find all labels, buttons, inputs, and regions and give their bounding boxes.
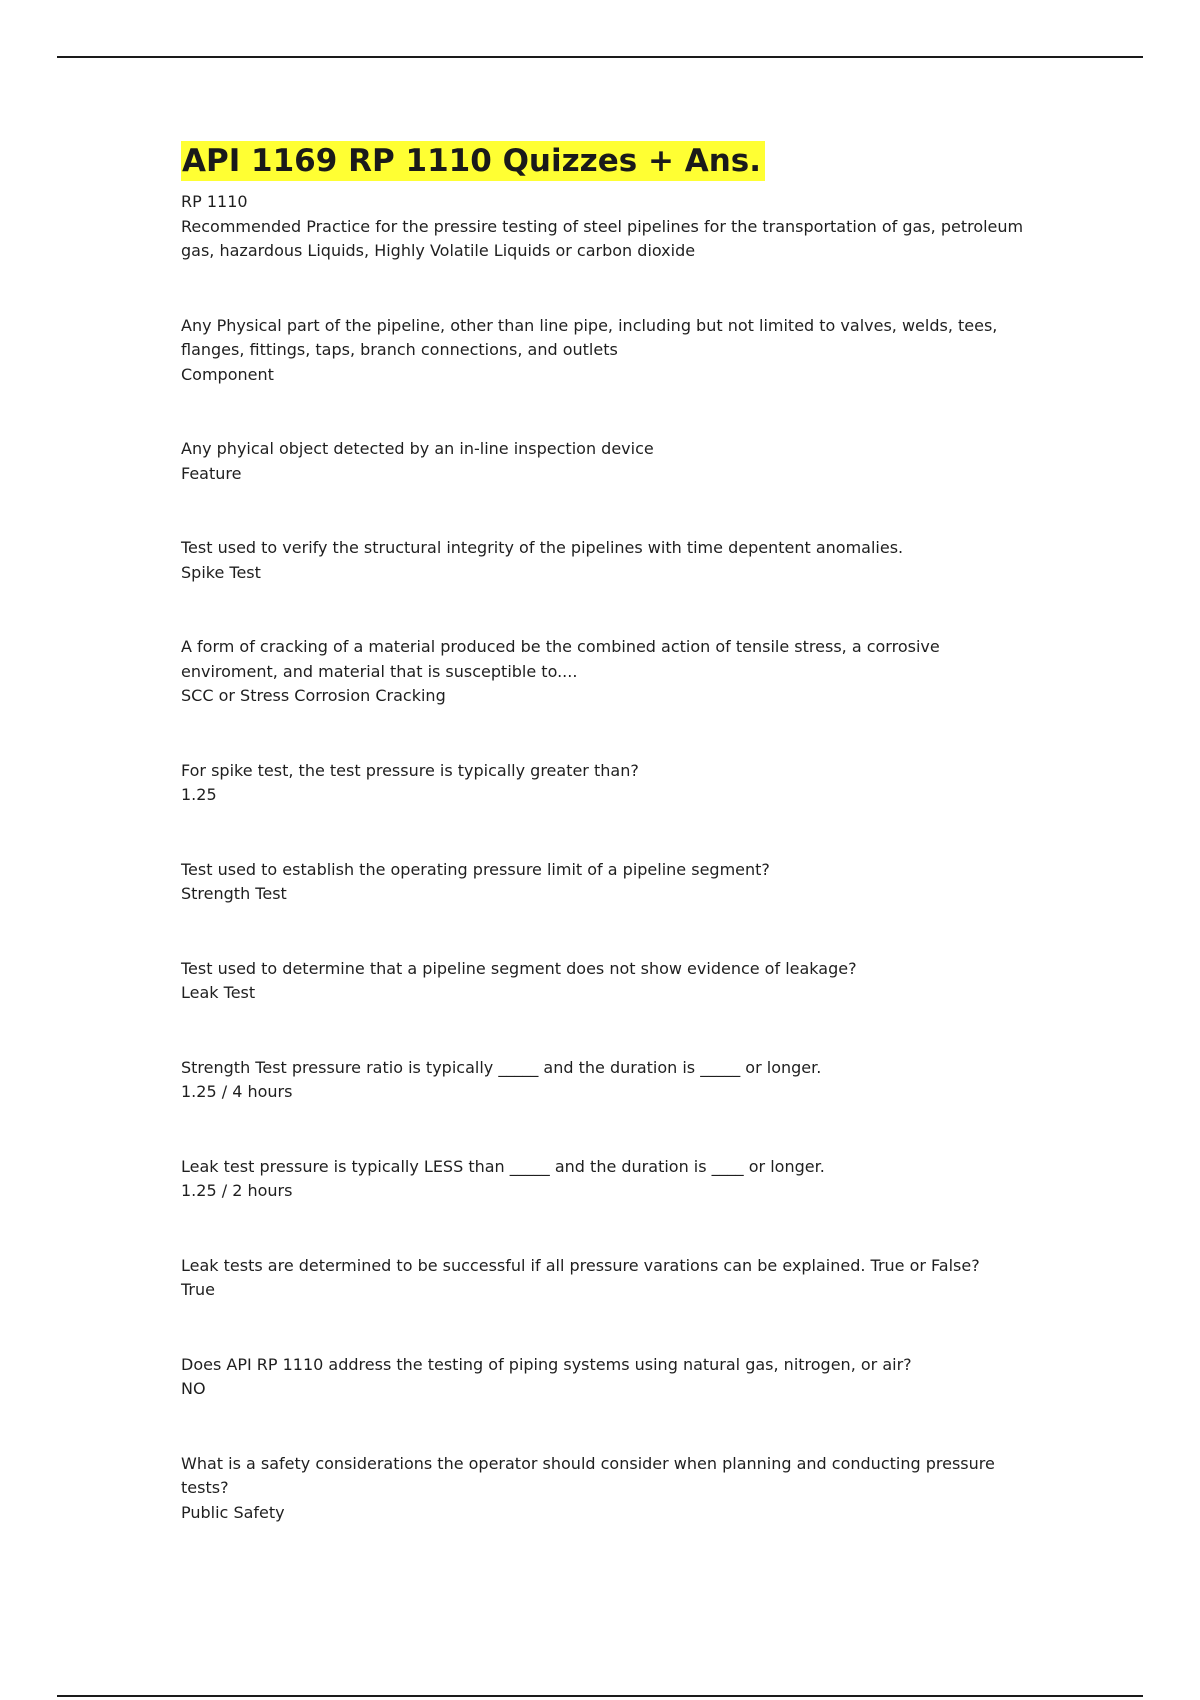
qa-answer: NO bbox=[181, 1379, 206, 1398]
qa-question: Strength Test pressure ratio is typically _____ and the duration is _____ or longer. bbox=[181, 1057, 822, 1077]
qa-item bbox=[181, 1452, 1031, 1526]
qa-answer: 1.25 / 4 hours bbox=[181, 1082, 293, 1101]
qa-answer: Component bbox=[181, 364, 274, 384]
qa-item bbox=[181, 314, 1031, 388]
header-rule bbox=[57, 56, 1143, 58]
qa-question: Test used to determine that a pipeline segment does not show evidence of leakage? bbox=[181, 958, 857, 978]
qa-question: Any phyical object detected by an in-line inspection device bbox=[181, 439, 654, 458]
qa-question: Does API RP 1110 address the testing of piping systems using natural gas, nitrogen, or air? bbox=[181, 1354, 912, 1374]
qa-answer: True bbox=[181, 1280, 215, 1299]
title-block bbox=[181, 141, 1031, 188]
qa-item bbox=[181, 1254, 1031, 1303]
qa-answer: Public Safety bbox=[181, 1502, 285, 1522]
qa-question: For spike test, the test pressure is typically greater than? bbox=[181, 760, 639, 780]
qa-question: A form of cracking of a material produced be the combined action of tensile stress, a corrosive enviroment, and material that is susceptible to.... bbox=[181, 637, 940, 681]
qa-item bbox=[181, 759, 1031, 808]
qa-question: Any Physical part of the pipeline, other than line pipe, including but not limited to valves, welds, tees, flanges, fittings, taps, branch connections, and outlets bbox=[181, 315, 998, 359]
qa-item bbox=[181, 1155, 1031, 1204]
qa-item bbox=[181, 1353, 1031, 1402]
qa-list bbox=[181, 314, 1031, 1526]
footer-rule bbox=[57, 1695, 1143, 1697]
qa-question: Test used to establish the operating pressure limit of a pipeline segment? bbox=[181, 859, 770, 879]
qa-answer: Spike Test bbox=[181, 562, 261, 582]
intro-block bbox=[181, 190, 1031, 264]
qa-question: Leak test pressure is typically LESS than _____ and the duration is ____ or longer. bbox=[181, 1156, 825, 1176]
qa-item bbox=[181, 1056, 1031, 1105]
qa-question: What is a safety considerations the operator should consider when planning and conducting pressure tests? bbox=[181, 1453, 995, 1497]
qa-question: Test used to verify the structural integrity of the pipelines with time depentent anomalies. bbox=[181, 538, 904, 557]
qa-question: Leak tests are determined to be successful if all pressure varations can be explained. True or False? bbox=[181, 1255, 980, 1275]
intro-definition: Recommended Practice for the pressire testing of steel pipelines for the transportation of gas, petroleum gas, hazardous Liquids, Highly Volatile Liquids or carbon dioxide bbox=[181, 216, 1024, 260]
qa-answer: 1.25 / 2 hours bbox=[181, 1181, 293, 1200]
qa-answer: Leak Test bbox=[181, 983, 256, 1002]
qa-answer: SCC or Stress Corrosion Cracking bbox=[181, 686, 446, 705]
qa-item bbox=[181, 536, 1031, 585]
document-body bbox=[181, 141, 1031, 1525]
qa-item bbox=[181, 957, 1031, 1006]
qa-item bbox=[181, 858, 1031, 907]
qa-answer: 1.25 bbox=[181, 785, 217, 804]
document-title: API 1169 RP 1110 Quizzes + Ans. bbox=[181, 141, 765, 181]
intro-term: RP 1110 bbox=[181, 192, 248, 211]
qa-answer: Strength Test bbox=[181, 884, 287, 903]
qa-item bbox=[181, 635, 1031, 709]
qa-answer: Feature bbox=[181, 463, 242, 483]
qa-item bbox=[181, 437, 1031, 486]
